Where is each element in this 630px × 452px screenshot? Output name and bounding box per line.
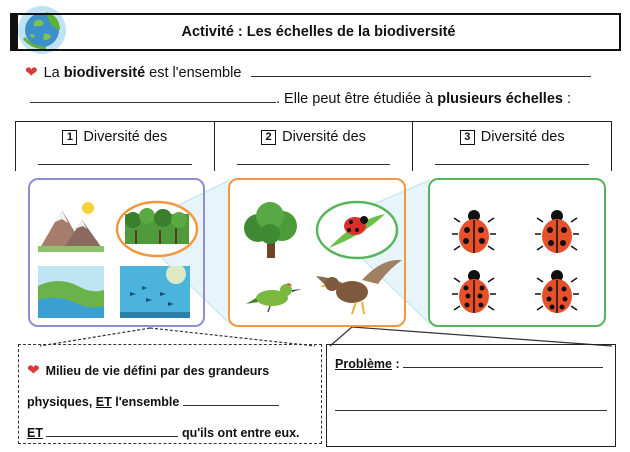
activity-title: Activité : Les échelles de la biodiversité bbox=[181, 24, 456, 40]
column-header-3: 3 Diversité des bbox=[412, 122, 611, 171]
definition-line-3: ET qu'ils ont entre eux. bbox=[27, 426, 300, 440]
blank-line[interactable] bbox=[237, 164, 391, 165]
blank-line[interactable] bbox=[335, 399, 607, 411]
blank-line[interactable] bbox=[183, 396, 279, 406]
definition-box bbox=[18, 344, 322, 444]
woodpecker-icon bbox=[246, 276, 302, 314]
activity-title-box bbox=[10, 13, 621, 51]
blank-line[interactable] bbox=[435, 164, 589, 165]
ladybug-icon bbox=[535, 208, 579, 256]
blank-line[interactable] bbox=[46, 427, 178, 437]
blank-line[interactable] bbox=[30, 91, 276, 103]
blank-line[interactable] bbox=[251, 65, 591, 77]
ladybug-icon bbox=[452, 208, 496, 256]
problem-label: Problème bbox=[335, 357, 392, 371]
problem-line-1: Problème : bbox=[335, 353, 607, 375]
diversity-table bbox=[15, 121, 612, 171]
column-header-1: 1 Diversité des bbox=[16, 122, 214, 171]
coast-icon bbox=[38, 266, 104, 318]
intro-line-1: ❤ La biodiversité est l'ensemble bbox=[25, 63, 591, 81]
keyword-biodiversite: biodiversité bbox=[63, 65, 146, 81]
problem-box bbox=[326, 344, 616, 447]
keyword-echelles: plusieurs échelles bbox=[437, 91, 563, 107]
definition-line-2: physiques, ET l'ensemble bbox=[27, 387, 313, 418]
blank-line[interactable] bbox=[38, 164, 192, 165]
mountain-icon bbox=[38, 196, 104, 254]
eagle-icon bbox=[312, 258, 402, 318]
ladybug-icon bbox=[452, 268, 496, 316]
ladybug-icon bbox=[535, 268, 579, 316]
tree-icon bbox=[238, 202, 304, 260]
column-header-2: 2 Diversité des bbox=[214, 122, 413, 171]
underwater-icon bbox=[120, 266, 190, 318]
ladybug-on-leaf-icon bbox=[315, 200, 399, 260]
intro-line-2: . Elle peut être étudiée à plusieurs échelles : bbox=[30, 91, 571, 107]
heart-icon: ❤ bbox=[25, 64, 38, 81]
heart-icon: ❤ bbox=[27, 362, 40, 379]
definition-line-1: ❤ Milieu de vie défini par des grandeurs bbox=[27, 355, 313, 387]
forest-icon bbox=[115, 200, 199, 258]
blank-line[interactable] bbox=[403, 356, 603, 368]
problem-line-2 bbox=[335, 399, 607, 411]
